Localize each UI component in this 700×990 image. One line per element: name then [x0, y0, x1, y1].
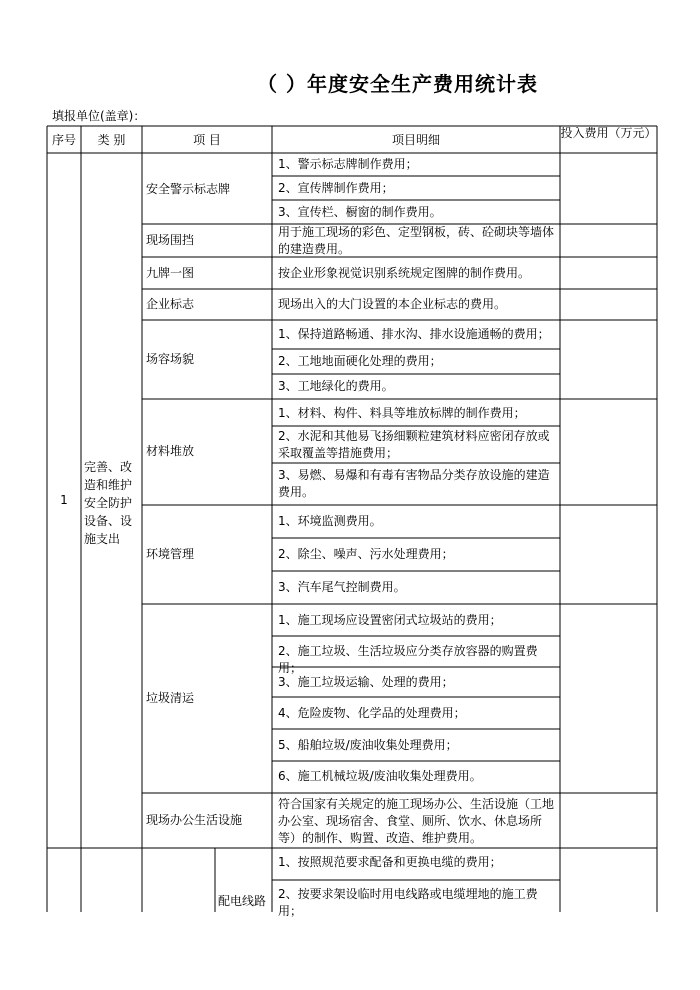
detail-text: 1、材料、构件、料具等堆放标牌的制作费用；	[278, 406, 526, 420]
header-detail: 项目明细	[391, 133, 440, 147]
item-warning-signs: 安全警示标志牌	[146, 182, 231, 196]
header-cost: 投入费用（万元）	[560, 127, 657, 140]
header-category: 类 别	[97, 133, 126, 147]
detail-text: 3、宣传栏、橱窗的制作费用。	[278, 205, 442, 219]
detail-text: 1、环境监测费用。	[278, 514, 382, 528]
detail-text: 1、按照规范要求配备和更换电缆的费用；	[278, 855, 502, 869]
detail-text: 2、工地地面硬化处理的费用；	[278, 354, 442, 368]
detail-text: 6、施工机械垃圾/废油收集处理费用。	[278, 769, 482, 783]
item-wiring: 配电线路	[218, 894, 267, 908]
detail-text: 2、除尘、噪声、污水处理费用；	[278, 547, 454, 561]
detail-text: 2、水泥和其他易飞扬细颗粒建筑材料应密闭存放或采取覆盖等措施费用；	[278, 429, 550, 460]
detail-text: 1、施工现场应设置密闭式垃圾站的费用；	[278, 613, 502, 627]
detail-text: 按企业形象视觉识别系统规定图牌的制作费用。	[278, 266, 531, 280]
item-environment: 环境管理	[146, 547, 195, 561]
item-appearance: 场容场貌	[146, 352, 195, 366]
item-materials: 材料堆放	[146, 444, 195, 458]
detail-text: 2、宣传牌制作费用；	[278, 181, 394, 195]
detail-text: 符合国家有关规定的施工现场办公、生活设施（工地办公室、现场宿舍、食堂、厕所、饮水、休息场所等）的制作、购置、改造、维护费用。	[278, 797, 555, 845]
detail-text: 5、船舶垃圾/废油收集处理费用；	[278, 738, 458, 752]
detail-text: 4、危险废物、化学品的处理费用；	[278, 706, 466, 720]
detail-text: 2、施工垃圾、生活垃圾应分类存放容器的购置费用；	[278, 644, 538, 675]
item-garbage: 垃圾清运	[146, 691, 195, 705]
detail-text: 2、按要求架设临时用电线路或电缆埋地的施工费用；	[278, 887, 538, 918]
detail-text: 3、施工垃圾运输、处理的费用；	[278, 675, 454, 689]
item-office: 现场办公生活设施	[146, 813, 243, 827]
detail-text: 现场出入的大门设置的本企业标志的费用。	[278, 297, 507, 311]
item-nine-boards: 九牌一图	[146, 266, 195, 280]
header-seq: 序号	[51, 133, 76, 147]
detail-text: 3、汽车尾气控制费用。	[278, 580, 406, 594]
detail-text: 1、保持道路畅通、排水沟、排水设施通畅的费用；	[278, 327, 550, 341]
page-title: （ ）年度安全生产费用统计表	[257, 72, 538, 96]
detail-text: 3、工地绿化的费用。	[278, 379, 394, 393]
section-category: 完善、改造和维护安全防护设备、设施支出	[84, 460, 133, 546]
header-item: 项 目	[193, 133, 221, 147]
detail-text: 1、警示标志牌制作费用；	[278, 157, 418, 171]
section-seq: 1	[60, 493, 68, 507]
item-logo: 企业标志	[146, 297, 195, 311]
detail-text: 3、易燃、易爆和有毒有害物品分类存放设施的建造费用。	[278, 468, 550, 499]
fill-unit-label: 填报单位(盖章)：	[52, 109, 146, 123]
detail-text: 用于施工现场的彩色、定型钢板，砖、砼砌块等墙体的建造费用。	[278, 225, 555, 256]
item-fence: 现场围挡	[146, 233, 195, 247]
